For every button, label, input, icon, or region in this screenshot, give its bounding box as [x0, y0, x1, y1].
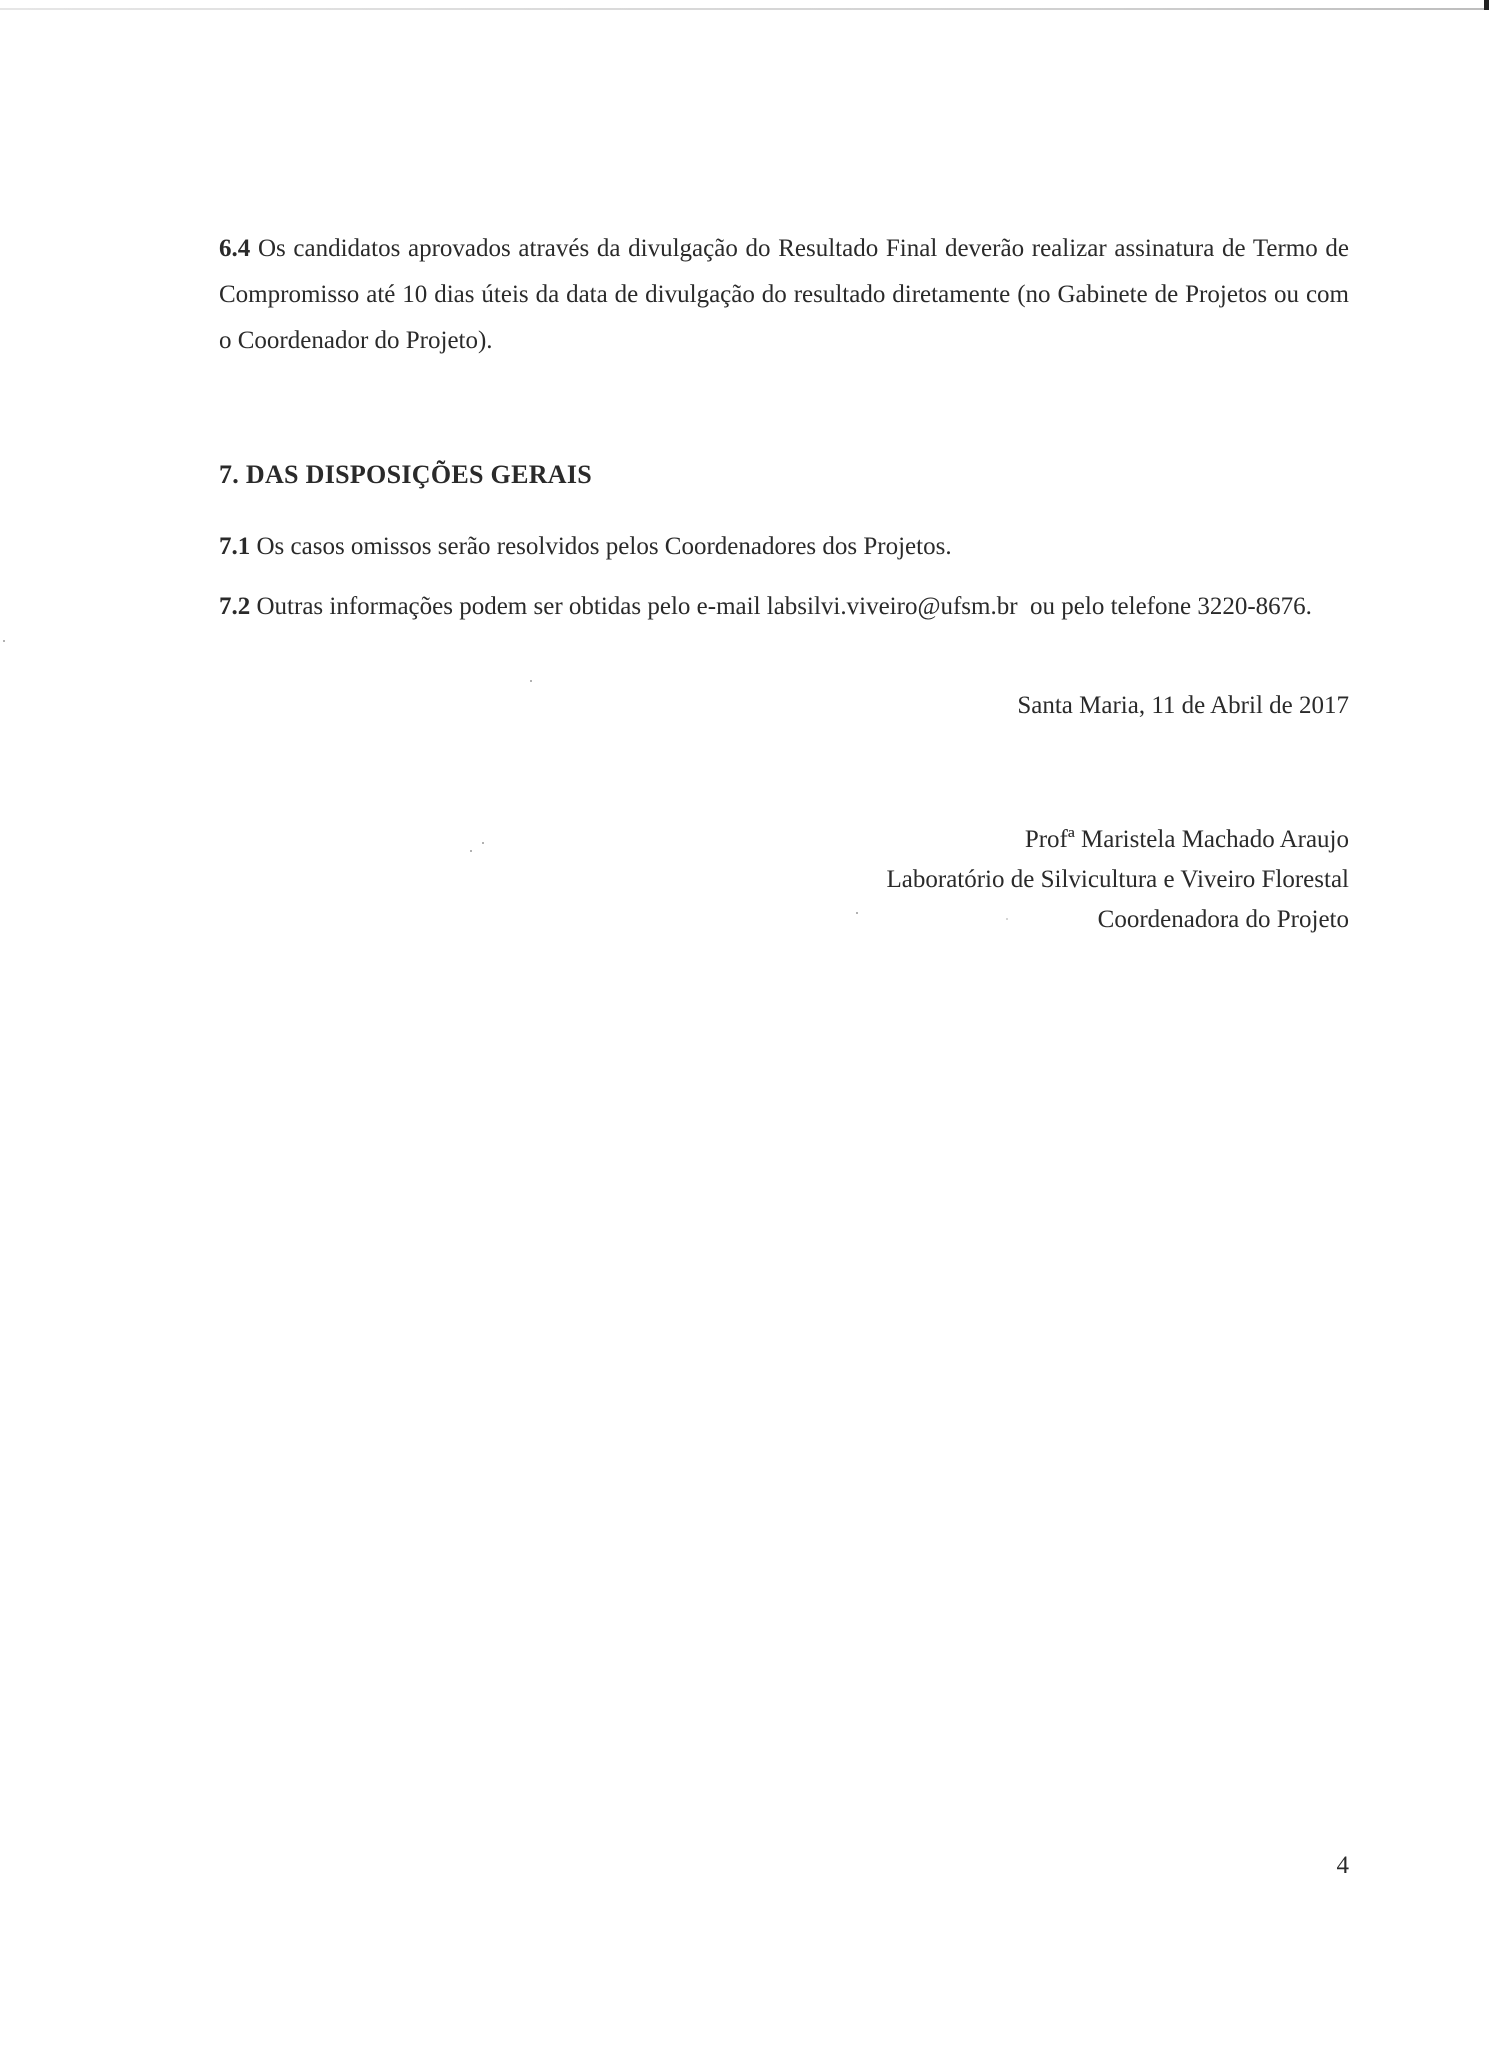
paragraph-number: 6.4: [219, 235, 251, 262]
scan-speck: [1006, 918, 1008, 920]
paragraph-7-2: [219, 584, 1349, 630]
signatory-lab: Laboratório de Silvicultura e Viveiro Florestal: [886, 866, 1349, 893]
paragraph-7-1: [219, 524, 1349, 570]
signatory-name: Profª Maristela Machado Araujo: [1024, 826, 1349, 853]
page-number: 4: [1336, 1852, 1349, 1879]
scan-speck: [856, 912, 858, 914]
paragraph-number: 7.1: [219, 533, 251, 560]
scan-speck: [3, 640, 5, 642]
section-heading-7: 7. DAS DISPOSIÇÕES GERAIS: [219, 460, 593, 489]
scan-edge-line: [0, 8, 1489, 10]
signature-block: [887, 820, 1350, 940]
paragraph-text: Os casos omissos serão resolvidos pelos Coordenadores dos Projetos.: [256, 533, 952, 560]
scan-edge-corner-mark: [1484, 0, 1489, 10]
paragraph-text: Os candidatos aprovados através da divulgação do Resultado Final deverão realizar assinatura de Termo de Compromisso até 10 dias úteis da data de divulgação do resultado diretamente (no Gabinete de Projetos ou com o Coordenador do Projeto).: [219, 235, 1349, 354]
paragraph-6-4: [219, 226, 1349, 364]
signatory-role: Coordenadora do Projeto: [1097, 906, 1349, 933]
paragraph-text: Outras informações podem ser obtidas pelo e-mail labsilvi.viveiro@ufsm.br ou pelo telefone 3220-8676.: [256, 593, 1312, 620]
place-and-date: Santa Maria, 11 de Abril de 2017: [1017, 692, 1349, 719]
paragraph-number: 7.2: [219, 593, 251, 620]
scan-speck: [470, 850, 472, 852]
scan-speck: [530, 680, 532, 682]
scan-speck: [482, 842, 484, 844]
